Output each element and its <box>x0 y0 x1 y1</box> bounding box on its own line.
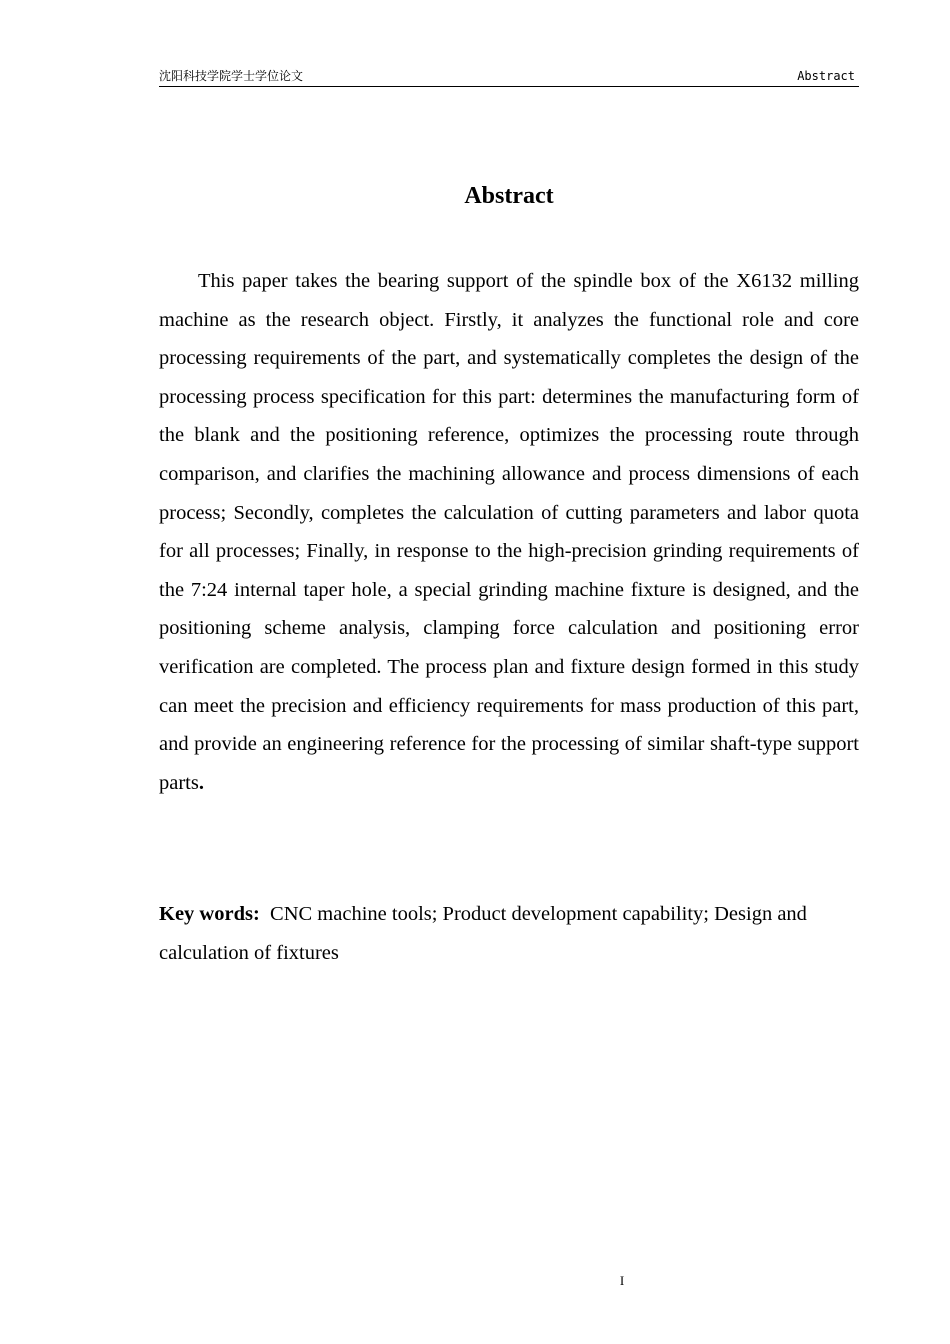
header-section-name: Abstract <box>797 69 855 83</box>
header-university-title: 沈阳科技学院学士学位论文 <box>159 69 304 83</box>
keywords-section <box>159 895 859 972</box>
keywords-label: Key words: <box>159 903 260 925</box>
abstract-end-mark: . <box>198 771 204 794</box>
page-number: I <box>619 1273 625 1288</box>
page-header <box>159 66 859 87</box>
abstract-body-text: This paper takes the bearing support of the spindle box of the X6132 milling machine as the research object. Firstly, it analyzes the functional role and core processing requirements of the part, and systematically completes the design of the processing process specification for this part: determines the manufacturing form of the blank and the positioning reference, optimizes the processing route through comparison, and clarifies the machining allowance and process dimensions of each process; Secondly, completes the calculation of cutting parameters and labor quota for all processes; Finally, in response to the high-precision grinding requirements of the 7:24 internal taper hole, a special grinding machine fixture is designed, and the positioning scheme analysis, clamping force calculation and positioning error verification are completed. The process plan and fixture design formed in this study can meet the precision and efficiency requirements for mass production of this part, and provide an engineering reference for the processing of similar shaft-type support parts <box>159 270 859 794</box>
abstract-title: Abstract <box>464 183 554 209</box>
abstract-paragraph <box>159 262 859 802</box>
keywords-text: CNC machine tools; Product development capability; Design and calculation of fixtures <box>159 903 807 964</box>
